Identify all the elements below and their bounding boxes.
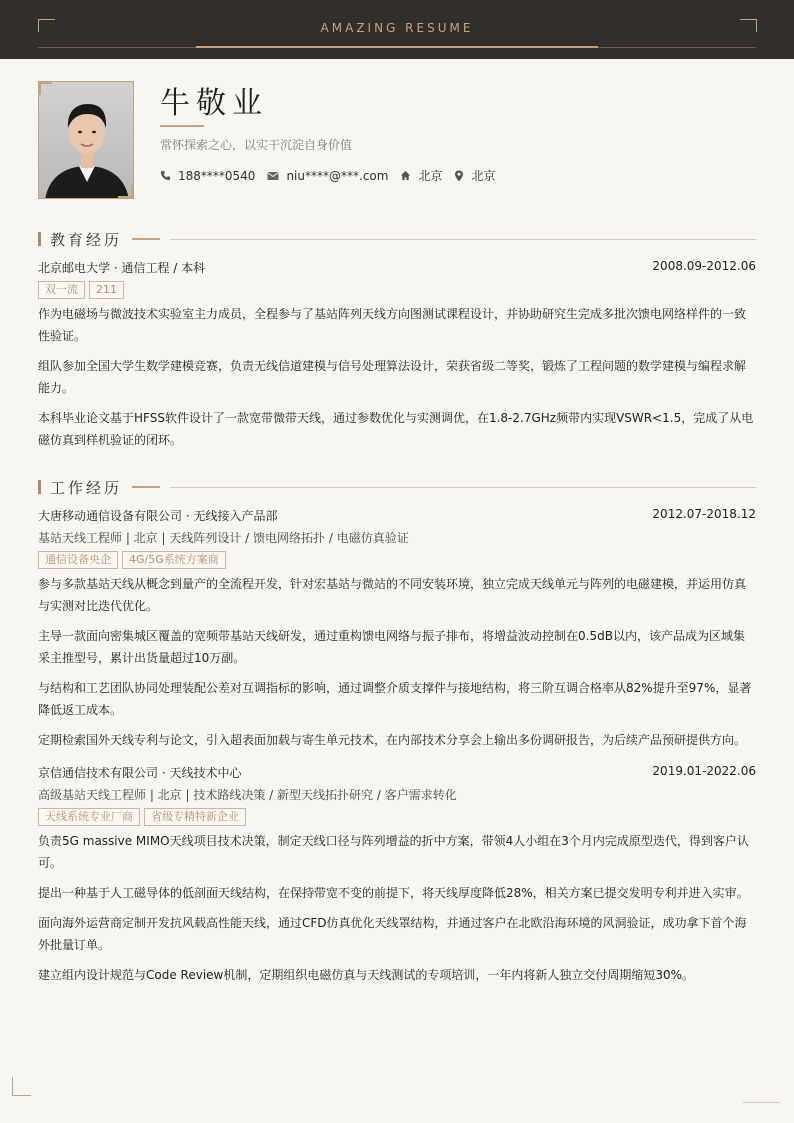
footer-corner-left bbox=[12, 1077, 31, 1096]
education-row bbox=[38, 259, 756, 276]
tag: 省级专精特新企业 bbox=[144, 808, 246, 826]
job-company: 京信通信技术有限公司 · 天线技术中心 bbox=[38, 766, 242, 780]
job-period: 2019.01-2022.06 bbox=[652, 764, 756, 778]
section-accent-line bbox=[132, 486, 160, 488]
section-divider bbox=[170, 239, 756, 240]
job-period: 2012.07-2018.12 bbox=[652, 507, 756, 521]
section-marker bbox=[38, 480, 41, 494]
job-item: 建立组内设计规范与Code Review机制，定期组织电磁仿真与天线测试的专项培训，一年内将新人独立交付周期缩短30%。 bbox=[38, 968, 695, 982]
education-item: 组队参加全国大学生数学建模竞赛，负责无线信道建模与信号处理算法设计，荣获省级二等奖，锻炼了工程问题的数学建模与编程求解能力。 bbox=[38, 359, 747, 395]
education-item: 本科毕业论文基于HFSS软件设计了一款宽带微带天线，通过参数优化与实测调优，在1.8-2.7GHz频带内实现VSWR<1.5，完成了从电磁仿真到样机验证的闭环。 bbox=[38, 411, 754, 447]
profile-photo bbox=[38, 81, 134, 199]
tag: 天线系统专业厂商 bbox=[38, 808, 140, 826]
job-tags bbox=[38, 808, 250, 826]
email-text: niu****@***.com bbox=[286, 168, 389, 183]
hometown-text: 北京 bbox=[418, 169, 443, 183]
job-tags bbox=[38, 551, 230, 569]
education-title: 教育经历 bbox=[50, 230, 123, 249]
contact-location bbox=[454, 167, 495, 184]
education-tags bbox=[38, 281, 128, 299]
section-divider bbox=[170, 487, 756, 488]
contact-row bbox=[160, 167, 507, 184]
location-pin-icon bbox=[454, 170, 464, 182]
job-item: 与结构和工艺团队协同处理装配公差对互调指标的影响，通过调整介质支撑件与接地结构，将三阶互调合格率从82%提升至97%，显著降低返工成本。 bbox=[38, 681, 752, 717]
job-company: 大唐移动通信设备有限公司 · 无线接入产品部 bbox=[38, 509, 278, 523]
contact-hometown bbox=[400, 167, 442, 184]
job-role: 基站天线工程师 | 北京 | 天线阵列设计 / 馈电网络拓扑 / 电磁仿真验证 bbox=[38, 531, 409, 545]
tag: 双一流 bbox=[38, 281, 85, 299]
tag: 4G/5G系统方案商 bbox=[122, 551, 226, 569]
home-icon bbox=[400, 170, 411, 181]
section-marker bbox=[38, 232, 41, 246]
job-item: 负责5G massive MIMO天线项目技术决策，制定天线口径与阵列增益的折中方案，带领4人小组在3个月内完成原型迭代，得到客户认可。 bbox=[38, 834, 749, 870]
work-section-header bbox=[38, 478, 756, 496]
header-divider-accent bbox=[196, 46, 598, 48]
footer-line-right bbox=[742, 1102, 780, 1103]
contact-phone bbox=[160, 169, 255, 183]
motto: 常怀探索之心，以实干沉淀自身价值 bbox=[160, 138, 353, 152]
portrait-image bbox=[39, 82, 134, 199]
job-item: 定期检索国外天线专利与论文，引入超表面加载与寄生单元技术，在内部技术分享会上输出多份调研报告，为后续产品预研提供方向。 bbox=[38, 733, 747, 747]
header-title: AMAZING RESUME bbox=[320, 21, 474, 35]
tag: 211 bbox=[89, 281, 124, 299]
job-item: 参与多款基站天线从概念到量产的全流程开发，针对宏基站与微站的不同安装环境，独立完成天线单元与阵列的电磁建模，并运用仿真与实测对比迭代优化。 bbox=[38, 577, 747, 613]
contact-email bbox=[267, 169, 388, 183]
name-underline bbox=[160, 125, 204, 127]
job-item: 面向海外运营商定制开发抗风载高性能天线，通过CFD仿真优化天线罩结构，并通过客户在北欧沿海环境的风洞验证，成功拿下首个海外批量订单。 bbox=[38, 916, 747, 952]
candidate-name: 牛敬业 bbox=[160, 86, 268, 121]
education-section-header bbox=[38, 230, 756, 248]
job-item: 提出一种基于人工磁导体的低剖面天线结构，在保持带宽不变的前提下，将天线厚度降低28%，相关方案已提交发明专利并进入实审。 bbox=[38, 886, 749, 900]
location-text: 北京 bbox=[471, 169, 496, 183]
job-row bbox=[38, 507, 756, 524]
education-item: 作为电磁场与微波技术实验室主力成员，全程参与了基站阵列天线方向图测试课程设计，并协助研究生完成多批次馈电网络样件的一致性验证。 bbox=[38, 307, 747, 343]
job-role: 高级基站天线工程师 | 北京 | 技术路线决策 / 新型天线拓扑研究 / 客户需求转化 bbox=[38, 788, 457, 802]
phone-text: 188****0540 bbox=[178, 168, 256, 183]
photo-corner-accent bbox=[118, 185, 134, 199]
section-accent-line bbox=[132, 238, 160, 240]
job-row bbox=[38, 764, 756, 781]
education-period: 2008.09-2012.06 bbox=[652, 259, 756, 273]
mail-icon bbox=[267, 171, 279, 181]
work-title: 工作经历 bbox=[50, 478, 123, 497]
job-item: 主导一款面向密集城区覆盖的宽频带基站天线研发，通过重构馈电网络与振子排布，将增益波动控制在0.5dB以内，该产品成为区域集采主推型号，累计出货量超过10万副。 bbox=[38, 629, 745, 665]
tag: 通信设备央企 bbox=[38, 551, 118, 569]
phone-icon bbox=[160, 170, 171, 181]
photo-corner-accent bbox=[38, 81, 52, 95]
education-school: 北京邮电大学 · 通信工程 / 本科 bbox=[38, 261, 206, 275]
